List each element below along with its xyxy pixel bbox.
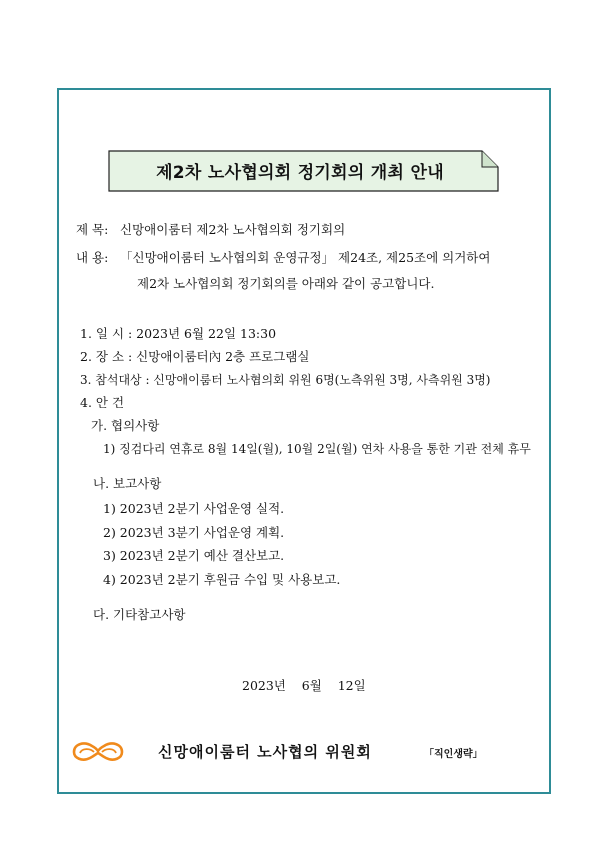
agenda-report-heading: 나. 보고사항 (93, 476, 162, 491)
report-item: 4) 2023년 2분기 후원금 수입 및 사용보고. (103, 572, 341, 587)
content-label: 내 용: (76, 250, 109, 265)
content-line-2: 제2차 노사협의회 정기회의를 아래와 같이 공고합니다. (137, 276, 435, 291)
item-time: 1. 일 시 : 2023년 6월 22일 13:30 (80, 326, 277, 341)
agenda-other-heading: 다. 기타참고사항 (93, 607, 186, 622)
content-line-1: 「신망애이룸터 노사협의회 운영규정」 제24조, 제25조에 의거하여 (120, 250, 491, 265)
title-box (108, 150, 498, 190)
document-date: 2023년 6월 12일 (242, 678, 366, 693)
item-agenda: 4. 안 건 (80, 395, 125, 410)
subject-value: 신망애이룸터 제2차 노사협의회 정기회의 (120, 222, 346, 237)
report-item: 1) 2023년 2분기 사업운영 실적. (103, 501, 285, 516)
agenda-discussion-item: 1) 징검다리 연휴로 8월 14일(월), 10월 2일(월) 연차 사용을 통한 기관 전체 휴무 (103, 442, 531, 456)
report-item: 2) 2023년 3분기 사업운영 계획. (103, 525, 285, 540)
page-title: 제2차 노사협의회 정기회의 개최 안내 (156, 162, 444, 183)
agenda-discussion-heading: 가. 협의사항 (91, 418, 160, 433)
item-place: 2. 장 소 : 신망애이룸터內 2층 프로그램실 (80, 349, 310, 364)
item-attendees: 3. 참석대상 : 신망애이룸터 노사협의회 위원 6명(노측위원 3명, 사측위원 3명) (80, 373, 491, 387)
report-item: 3) 2023년 2분기 예산 결산보고. (103, 548, 285, 563)
subject-label: 제 목: (76, 222, 109, 237)
organization-name: 신망애이룸터 노사협의 위원회 (158, 743, 372, 761)
organization-logo-icon (70, 738, 126, 766)
seal-omitted-note: 「직인생략」 (424, 749, 483, 760)
